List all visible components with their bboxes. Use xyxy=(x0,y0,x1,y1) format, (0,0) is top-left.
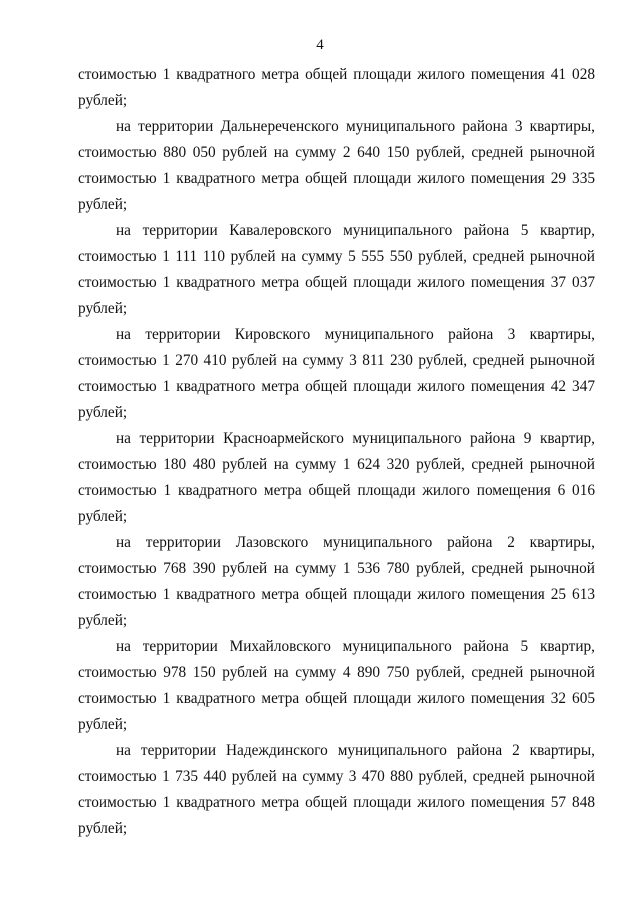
paragraph-kavalerovsky: на территории Кавалеровского муниципального района 5 квартир, стоимостью 1 111 110 рублей на сумму 5 555 550 рублей, средней рыночной стоимостью 1 квадратного метра общей площади жилого помещения 37 037 рублей; xyxy=(78,222,595,317)
page-number: 4 xyxy=(316,37,324,53)
paragraph-dalnerechensky: на территории Дальнереченского муниципального района 3 квартиры, стоимостью 880 050 рублей на сумму 2 640 150 рублей, средней рыночной стоимостью 1 квадратного метра общей площади жилого помещения 29 335 рублей; xyxy=(78,118,595,213)
document-body xyxy=(78,62,595,842)
paragraph-mikhaylovsky: на территории Михайловского муниципального района 5 квартир, стоимостью 978 150 рублей на сумму 4 890 750 рублей, средней рыночной стоимостью 1 квадратного метра общей площади жилого помещения 32 605 рублей; xyxy=(78,638,595,733)
paragraph-lazovsky: на территории Лазовского муниципального района 2 квартиры, стоимостью 768 390 рублей на сумму 1 536 780 рублей, средней рыночной стоимостью 1 квадратного метра общей площади жилого помещения 25 613 рублей; xyxy=(78,534,595,629)
paragraph-nadezhdinsky: на территории Надеждинского муниципального района 2 квартиры, стоимостью 1 735 440 рублей на сумму 3 470 880 рублей, средней рыночной стоимостью 1 квадратного метра общей площади жилого помещения 57 848 рублей; xyxy=(78,742,595,837)
paragraph-krasnoarmeysky: на территории Красноармейского муниципального района 9 квартир, стоимостью 180 480 рублей на сумму 1 624 320 рублей, средней рыночной стоимостью 1 квадратного метра общей площади жилого помещения 6 016 рублей; xyxy=(78,430,595,525)
paragraph-continuation: стоимостью 1 квадратного метра общей площади жилого помещения 41 028 рублей; xyxy=(78,66,595,109)
paragraph-kirovsky: на территории Кировского муниципального района 3 квартиры, стоимостью 1 270 410 рублей на сумму 3 811 230 рублей, средней рыночной стоимостью 1 квадратного метра общей площади жилого помещения 42 347 рублей; xyxy=(78,326,595,421)
